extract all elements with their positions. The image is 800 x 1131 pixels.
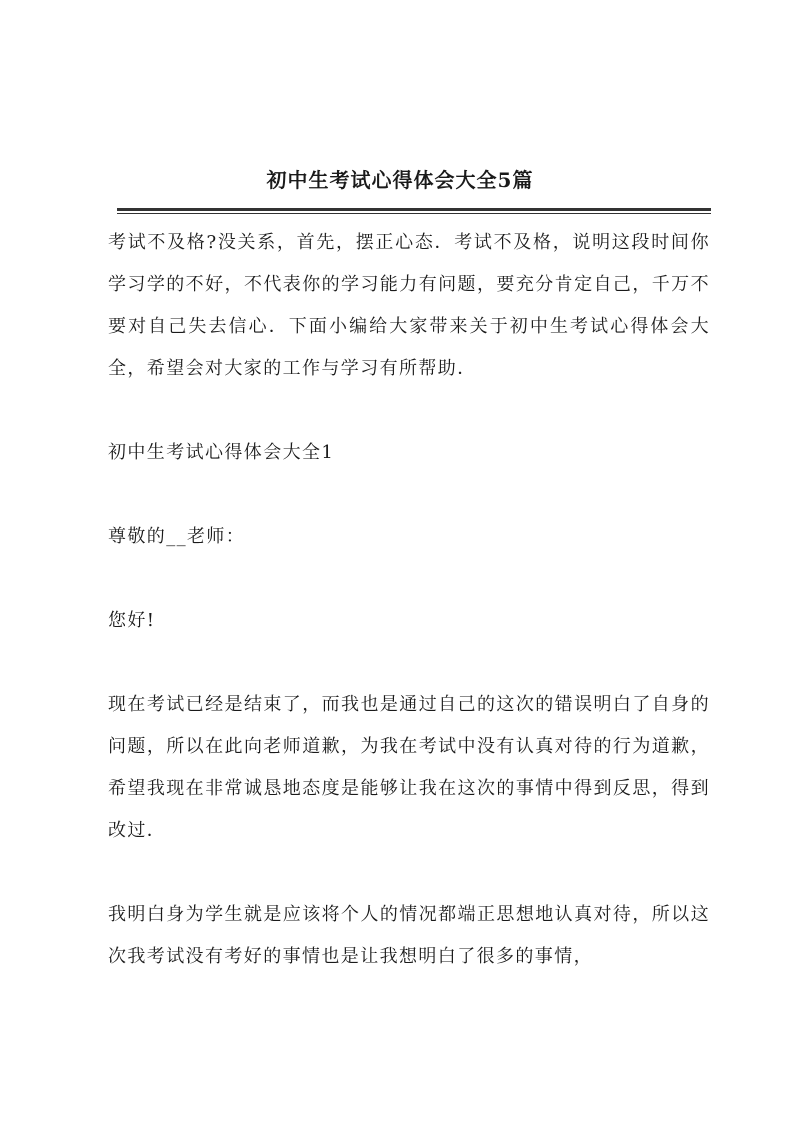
document-title: 初中生考试心得体会大全5篇 bbox=[266, 168, 534, 192]
body-paragraph: 现在考试已经是结束了，而我也是通过自己的这次的错误明白了自身的问题，所以在此向老师道歉，为我在考试中没有认真对待的行为道歉，希望我现在非常诚恳地态度是能够让我在这次的事情中得到反思，得到改过． bbox=[108, 694, 710, 841]
divider-thick-line bbox=[117, 208, 711, 211]
letter-greeting: 您好! bbox=[108, 610, 156, 631]
body-paragraph: 我明白身为学生就是应该将个人的情况都端正思想地认真对待，所以这次我考试没有考好的事情也是让我想明白了很多的事情， bbox=[108, 904, 710, 967]
document-body bbox=[108, 222, 710, 1020]
section-heading: 初中生考试心得体会大全1 bbox=[108, 442, 335, 463]
intro-paragraph: 考试不及格?没关系，首先，摆正心态．考试不及格，说明这段时间你学习学的不好，不代表你的学习能力有问题，要充分肯定自己，千万不要对自己失去信心．下面小编给大家带来关于初中生考试心得体会大全，希望会对大家的工作与学习有所帮助． bbox=[108, 232, 710, 379]
title-divider bbox=[117, 208, 711, 214]
letter-salutation: 尊敬的__老师： bbox=[108, 526, 246, 547]
divider-thin-line bbox=[117, 213, 711, 214]
